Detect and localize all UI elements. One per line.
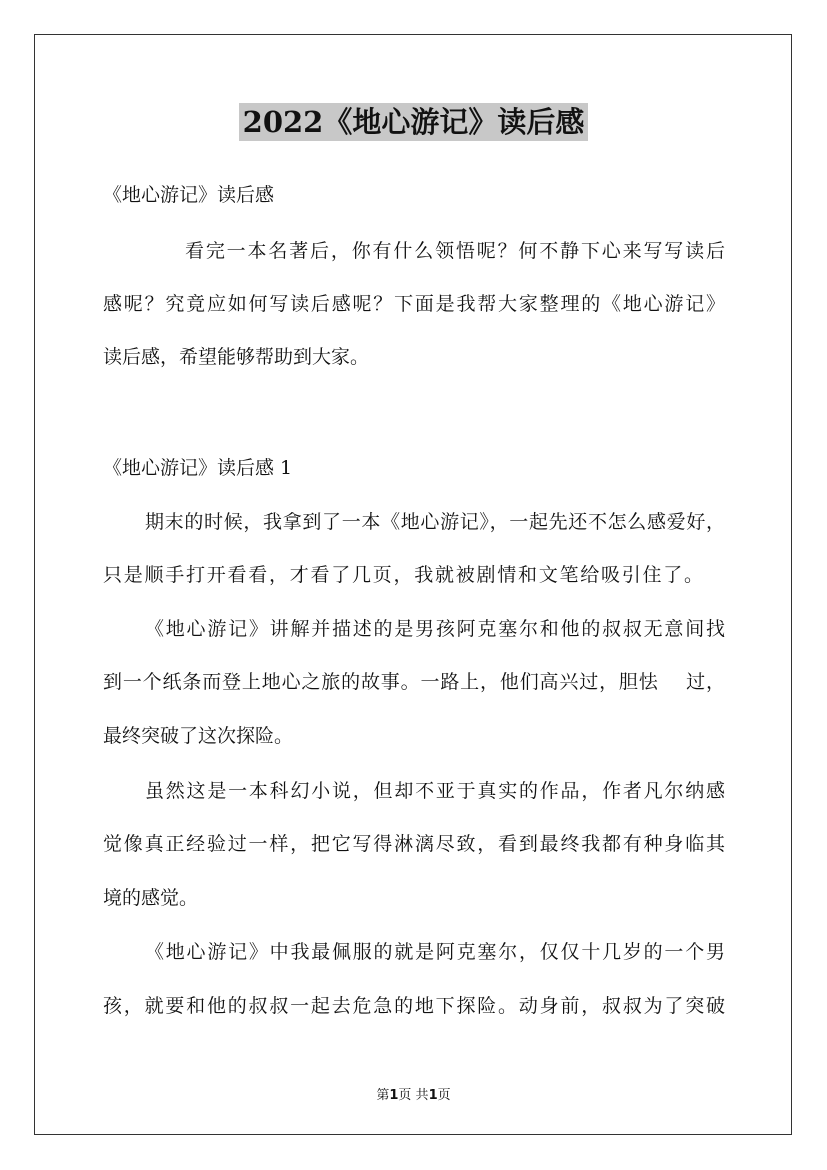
paragraph-2-line-1: 《地心游记》讲解并描述的是男孩阿克塞尔和他的叔叔无意间找 [145, 618, 725, 640]
document-title-text: 2022《地心游记》读后感 [239, 103, 589, 141]
footer-page-number: 1 [389, 1088, 399, 1103]
footer-middle: 页 共 [398, 1088, 429, 1103]
paragraph-2-line-2: 到一个纸条而登上地心之旅的故事。一路上，他们高兴过，胆怯 过， [103, 671, 725, 693]
paragraph-3-line-3: 境的感觉。 [103, 887, 199, 909]
footer-suffix: 页 [437, 1088, 451, 1103]
paragraph-1-line-1: 期末的时候，我拿到了一本《地心游记》，一起先还不怎么感爱好， [145, 511, 725, 533]
paragraph-3-line-2: 觉像真正经验过一样，把它写得淋漓尽致，看到最终我都有种身临其 [103, 833, 725, 855]
paragraph-1-line-2: 只是顺手打开看看，才看了几页，我就被剧情和文笔给吸引住了。 [103, 564, 703, 586]
paragraph-3-line-1: 虽然这是一本科幻小说，但却不亚于真实的作品，作者凡尔纳感 [145, 780, 725, 802]
intro-line-1: 看完一本名著后，你有什么领悟呢？何不静下心来写写读后 [185, 240, 725, 262]
document-title [0, 100, 827, 141]
document-subtitle: 《地心游记》读后感 [103, 184, 275, 206]
page-footer [0, 1084, 827, 1103]
paragraph-4-line-2: 孩，就要和他的叔叔一起去危急的地下探险。动身前，叔叔为了突破 [103, 995, 725, 1017]
paragraph-2-line-3: 最终突破了这次探险。 [103, 725, 294, 747]
footer-total-pages: 1 [428, 1088, 438, 1103]
intro-line-2: 感呢？究竟应如何写读后感呢？下面是我帮大家整理的《地心游记》 [103, 293, 725, 315]
section-heading: 《地心游记》读后感 1 [103, 457, 293, 479]
paragraph-4-line-1: 《地心游记》中我最佩服的就是阿克塞尔，仅仅十几岁的一个男 [145, 941, 725, 963]
footer-prefix: 第 [376, 1088, 390, 1103]
intro-line-3: 读后感，希望能够帮助到大家。 [103, 346, 370, 368]
